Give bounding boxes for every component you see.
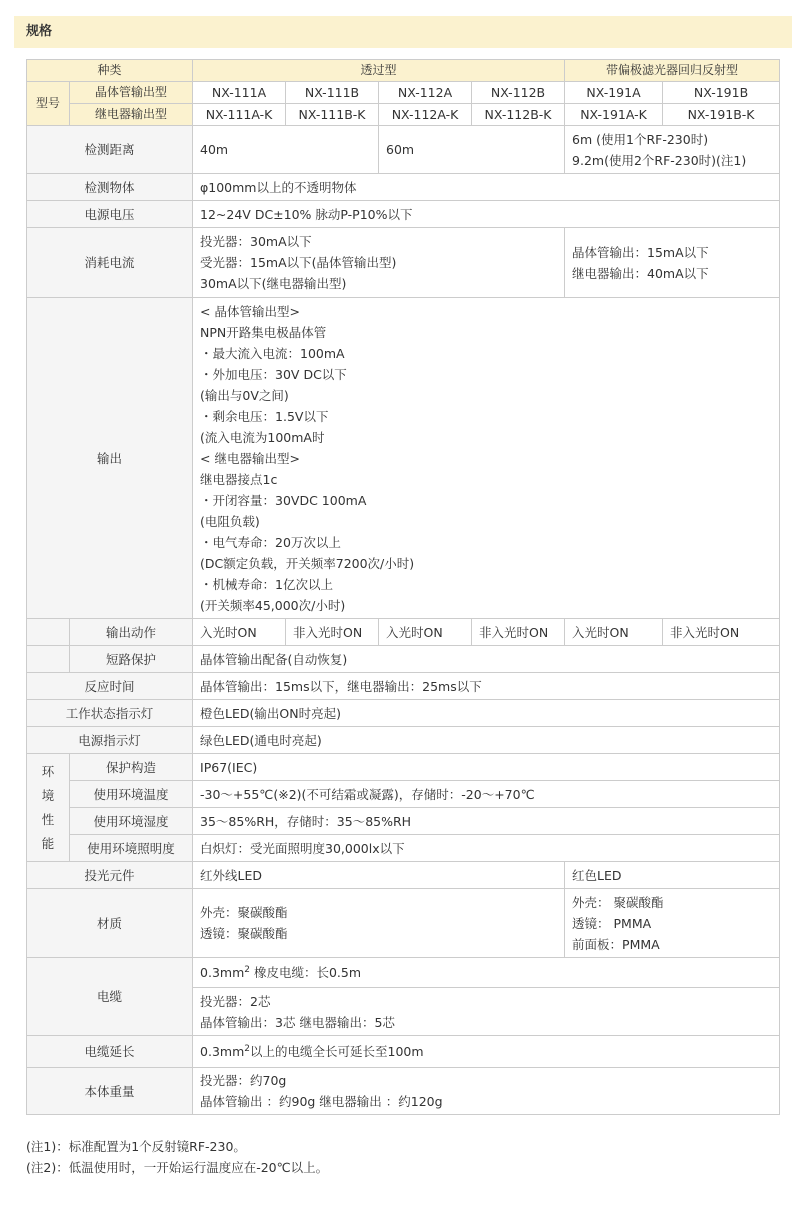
- pw-indicator-row: [27, 727, 780, 754]
- voltage-row: [27, 201, 780, 228]
- object-label: 检测物体: [27, 174, 193, 201]
- empty-cell: [27, 646, 70, 673]
- material-line: 透镜：聚碳酸酯: [200, 926, 288, 941]
- object-row: [27, 174, 780, 201]
- current-line: 继电器输出：40mA以下: [572, 265, 709, 281]
- section-title: 规格: [14, 16, 792, 48]
- material-line: 透镜： PMMA: [572, 915, 652, 931]
- cable-row-1: [27, 958, 780, 988]
- output-line: ・剩余电压：1.5V以下: [200, 408, 329, 424]
- current-line: 投光器：30mA以下: [200, 234, 312, 249]
- temp-value: -30～+55℃(※2)(不可结霜或凝露)，存储时：-20～+70℃: [193, 781, 780, 808]
- output-action-value: 入光时ON: [565, 619, 663, 646]
- distance-value: 60m: [379, 126, 565, 174]
- transistor-type-label: 晶体管输出型: [70, 82, 193, 104]
- output-action-value: 入光时ON: [379, 619, 472, 646]
- extension-value: [193, 1036, 780, 1068]
- emitter-value: 红外线LED: [193, 862, 565, 889]
- model-cell: NX-111B: [286, 82, 379, 104]
- short-label: 短路保护: [70, 646, 193, 673]
- voltage-label: 电源电压: [27, 201, 193, 228]
- response-value: 晶体管输出：15ms以下，继电器输出：25ms以下: [193, 673, 780, 700]
- model-cell: NX-111A: [193, 82, 286, 104]
- material-retro-value: [565, 889, 780, 958]
- material-line: 外壳： 聚碳酸酯: [572, 894, 664, 910]
- env-humidity-row: [27, 808, 780, 835]
- model-cell: NX-112A: [379, 82, 472, 104]
- output-action-value: 非入光时ON: [472, 619, 565, 646]
- output-line: (输出与0V之间): [200, 387, 289, 403]
- pw-indicator-value: 绿色LED(通电时亮起): [193, 727, 780, 754]
- cable-line: 晶体管输出：3芯 继电器输出：5芯: [200, 1014, 395, 1030]
- retro-label: 带偏极滤光器回归反射型: [565, 60, 780, 82]
- emitter-retro-value: 红色LED: [565, 862, 780, 889]
- object-value: φ100mm以上的不透明物体: [193, 174, 780, 201]
- model-cell: NX-112B-K: [472, 104, 565, 126]
- cable-value: [193, 958, 780, 988]
- material-line: 外壳：聚碳酸酯: [200, 905, 288, 920]
- cable-sup: 2: [244, 964, 250, 975]
- output-action-value: 非入光时ON: [286, 619, 379, 646]
- illuminance-value: 白炽灯：受光面照明度30,000lx以下: [193, 835, 780, 862]
- pw-indicator-label: 电源指示灯: [27, 727, 193, 754]
- env-label-char: 性: [41, 811, 55, 827]
- model-cell: NX-111B-K: [286, 104, 379, 126]
- response-label: 反应时间: [27, 673, 193, 700]
- current-line: 晶体管输出：15mA以下: [572, 244, 709, 260]
- model-cell: NX-191B-K: [663, 104, 780, 126]
- output-line: ・电气寿命：20万次以上: [200, 534, 341, 550]
- output-line: (流入电流为100mA时: [200, 429, 325, 445]
- humidity-label: 使用环境湿度: [70, 808, 193, 835]
- protection-label: 保护构造: [70, 754, 193, 781]
- note-1: (注1)：标准配置为1个反射镜RF-230。: [26, 1139, 246, 1154]
- distance-value: 40m: [193, 126, 379, 174]
- empty-cell: [27, 619, 70, 646]
- weight-label: 本体重量: [27, 1068, 193, 1115]
- spec-table: [26, 59, 780, 1115]
- output-line: ・最大流入电流：100mA: [200, 345, 345, 361]
- weight-row: [27, 1068, 780, 1115]
- illuminance-label: 使用环境照明度: [70, 835, 193, 862]
- cable-line: 投光器：2芯: [200, 993, 271, 1009]
- current-row: [27, 228, 780, 298]
- output-row: [27, 298, 780, 619]
- extension-pre: 0.3mm: [200, 1044, 245, 1059]
- emitter-row: [27, 862, 780, 889]
- through-beam-label: 透过型: [193, 60, 565, 82]
- output-line: ・开闭容量：30VDC 100mA: [200, 492, 367, 508]
- distance-row: [27, 126, 780, 174]
- env-temp-row: [27, 781, 780, 808]
- env-protection-row: [27, 754, 780, 781]
- model-cell: NX-111A-K: [193, 104, 286, 126]
- cable-post: 橡皮电缆：长0.5m: [249, 965, 362, 980]
- op-indicator-row: [27, 700, 780, 727]
- env-label-char: 境: [41, 787, 55, 803]
- output-value: [193, 298, 780, 619]
- current-line: 30mA以下(继电器输出型): [200, 276, 347, 291]
- output-action-value: 入光时ON: [193, 619, 286, 646]
- notes: [26, 1136, 328, 1178]
- model-label: 型号: [27, 82, 70, 126]
- extension-label: 电缆延长: [27, 1036, 193, 1068]
- output-line: (DC额定负载，开关频率7200次/小时): [200, 555, 415, 571]
- model-cell: NX-191B: [663, 82, 780, 104]
- temp-label: 使用环境温度: [70, 781, 193, 808]
- distance-line: 6m (使用1个RF-230时): [572, 131, 709, 147]
- header-relay-row: [27, 104, 780, 126]
- output-line: < 继电器输出型>: [200, 450, 300, 466]
- material-line: 前面板：PMMA: [572, 936, 660, 952]
- output-action-label: 输出动作: [70, 619, 193, 646]
- emitter-label: 投光元件: [27, 862, 193, 889]
- op-indicator-value: 橙色LED(输出ON时亮起): [193, 700, 780, 727]
- output-line: NPN开路集电极晶体管: [200, 324, 327, 340]
- env-label-char: 能: [41, 835, 55, 851]
- distance-retro-value: [565, 126, 780, 174]
- cable-cores-value: [193, 988, 780, 1036]
- current-retro-value: [565, 228, 780, 298]
- model-cell: NX-191A-K: [565, 104, 663, 126]
- voltage-value: 12~24V DC±10% 脉动P-P10%以下: [193, 201, 780, 228]
- op-indicator-label: 工作状态指示灯: [27, 700, 193, 727]
- humidity-value: 35～85%RH，存储时：35～85%RH: [193, 808, 780, 835]
- short-value: 晶体管输出配备(自动恢复): [193, 646, 780, 673]
- model-cell: NX-191A: [565, 82, 663, 104]
- distance-label: 检测距离: [27, 126, 193, 174]
- cable-label: 电缆: [27, 958, 193, 1036]
- current-value: [193, 228, 565, 298]
- extension-sup: 2: [244, 1043, 250, 1054]
- current-line: 受光器：15mA以下(晶体管输出型): [200, 255, 397, 270]
- weight-line: 投光器：约70g: [200, 1073, 287, 1088]
- material-value: [193, 889, 565, 958]
- header-transistor-row: [27, 82, 780, 104]
- output-line: ・外加电压：30V DC以下: [200, 366, 347, 382]
- cable-pre: 0.3mm: [200, 965, 245, 980]
- header-kind-row: [27, 60, 780, 82]
- protection-value: IP67(IEC): [193, 754, 780, 781]
- weight-line: 晶体管输出 ：约90g 继电器输出 ：约120g: [200, 1094, 443, 1109]
- model-cell: NX-112A-K: [379, 104, 472, 126]
- relay-type-label: 继电器输出型: [70, 104, 193, 126]
- output-line: (开关频率45,000次/小时): [200, 597, 346, 613]
- current-label: 消耗电流: [27, 228, 193, 298]
- note-2: (注2)：低温使用时，一开始运行温度应在-20℃以上。: [26, 1160, 329, 1175]
- output-line: (电阻负载): [200, 513, 260, 529]
- output-line: < 晶体管输出型>: [200, 303, 300, 319]
- env-label-char: 环: [41, 763, 55, 779]
- output-label: 输出: [27, 298, 193, 619]
- output-line: 继电器接点1c: [200, 471, 278, 487]
- weight-value: [193, 1068, 780, 1115]
- material-row: [27, 889, 780, 958]
- output-action-value: 非入光时ON: [663, 619, 780, 646]
- output-line: ・机械寿命：1亿次以上: [200, 576, 333, 592]
- short-row: [27, 646, 780, 673]
- output-action-row: [27, 619, 780, 646]
- extension-row: [27, 1036, 780, 1068]
- response-row: [27, 673, 780, 700]
- extension-post: 以上的电缆全长可延长至100m: [249, 1044, 424, 1059]
- material-label: 材质: [27, 889, 193, 958]
- distance-line: 9.2m(使用2个RF-230时)(注1): [572, 152, 747, 168]
- model-cell: NX-112B: [472, 82, 565, 104]
- env-label: [27, 754, 70, 862]
- env-illuminance-row: [27, 835, 780, 862]
- kind-label: 种类: [27, 60, 193, 82]
